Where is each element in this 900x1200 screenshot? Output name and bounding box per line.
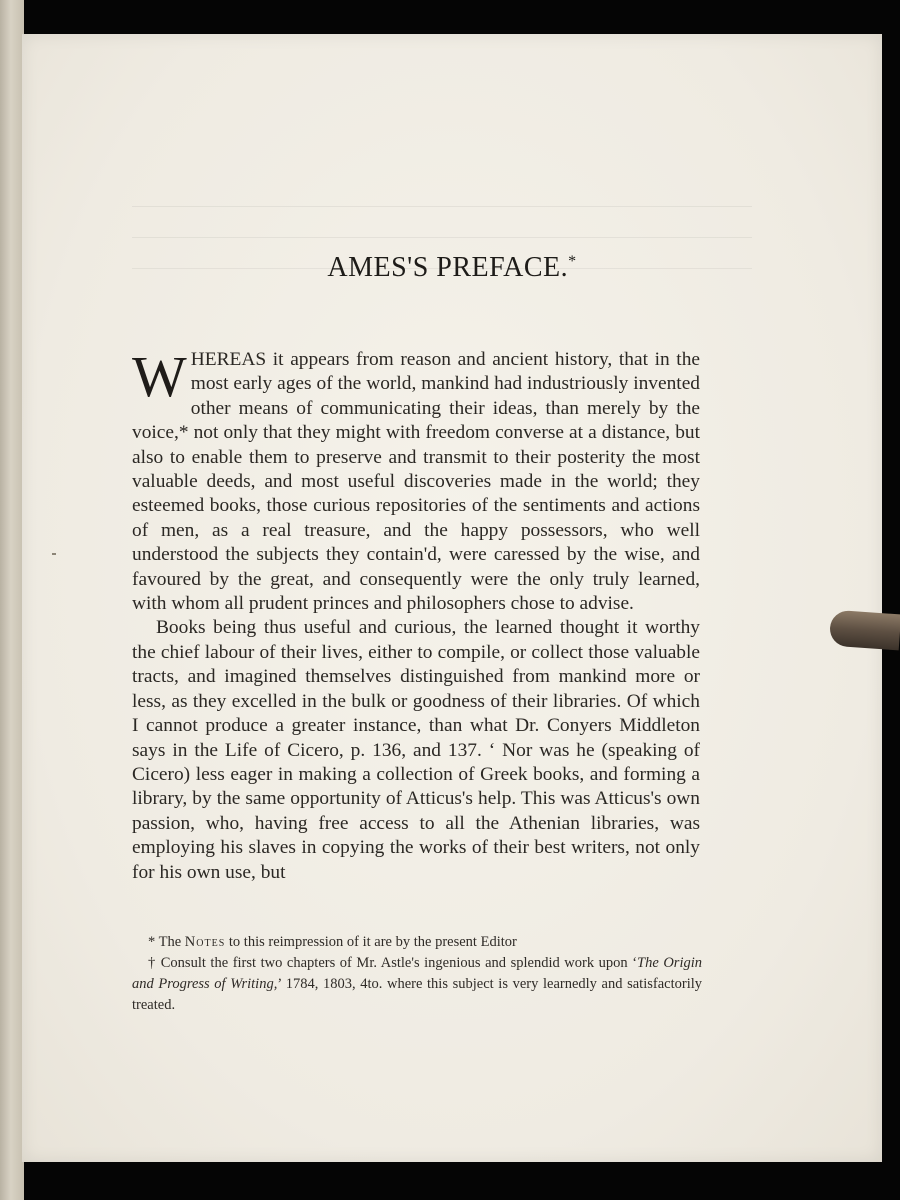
footnote-1-marker: * — [148, 934, 156, 950]
footnote-2-post: ’ 1784, 1803, 4to. where this subject is very learnedly and satisfactorily treated. — [132, 976, 702, 1013]
paragraph-1 — [132, 344, 700, 616]
title-text: AMES'S PREFACE. — [327, 252, 569, 283]
footnote-2-marker: † — [148, 955, 157, 971]
body-text — [132, 344, 700, 885]
footnote-1-notes: Notes — [184, 934, 226, 950]
footnote-2-pre: Consult the first two chapters of Mr. Astle's ingenious and splendid work upon ‘ — [160, 955, 638, 971]
book-page — [22, 34, 882, 1162]
title-footnote-marker: * — [568, 253, 577, 270]
footnote-1-post: to this reimpression of it are by the present Editor — [228, 934, 517, 950]
footnote-1 — [132, 932, 702, 953]
paragraph-2: Books being thus useful and curious, the learned thought it worthy the chief labour of their lives, either to compile, or collect those valuable tracts, and imagined themselves distinguished from mankind more or less, as they excelled in the bulk or goodness of their libraries. Of which I cannot produce a greater instance, than what Dr. Conyers Middleton says in the Life of Cicero, p. 136, and 137. ‘ Nor was he (speaking of Cicero) less eager in making a collection of Greek books, and forming a library, by the same opportunity of Atticus's help. This was Atticus's own passion, who, having free access to all the Athenian libraries, was employing his slaves in copying the works of their best writers, not only for his own use, but — [132, 617, 700, 883]
footnote-2 — [132, 953, 702, 1016]
bookmark-ribbon — [829, 610, 900, 651]
page-title — [22, 252, 882, 284]
footnote-2-title: The Origin and Progress of Writing, — [132, 955, 703, 992]
margin-speck — [52, 553, 56, 555]
paragraph-1-text: HEREAS it appears from reason and ancient history, that in the most early ages of the world, mankind had industriously invented other means of communicating their ideas, than merely by the voice,* not only that they might with freedom converse at a distance, but also to enable them to preserve and transmit to their posterity the most valuable deeds, and most useful discoveries made in the world; they esteemed books, those curious repositories of the sentiments and actions of men, as a real treasure, and the happy possessors, who well understood the subjects they contain'd, were caressed by the wise, and favoured by the great, and consequently were the only truly learned, with whom all prudent princes and philosophers chose to advise. — [132, 349, 700, 615]
footnotes — [132, 932, 702, 1016]
drop-cap: W — [132, 344, 187, 409]
footnote-1-pre: The — [158, 934, 182, 950]
left-page-edge — [0, 0, 24, 1200]
